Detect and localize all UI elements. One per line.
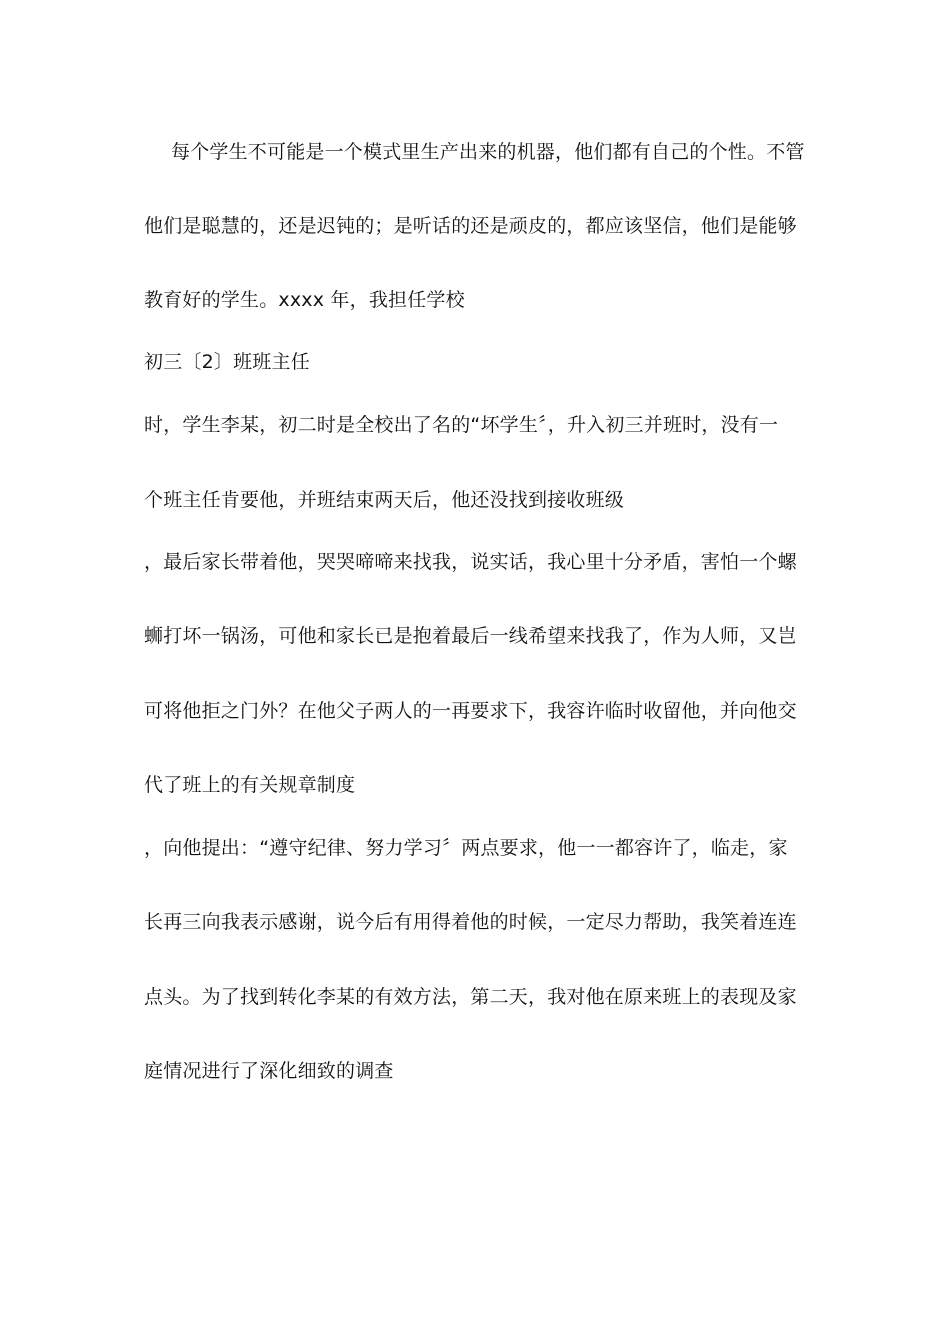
paragraph-line-9: 可将他拒之门外？在他父子两人的一再要求下，我容许临时收留他，并向他交 xyxy=(144,700,797,722)
paragraph-line-14: 庭情况进行了深化细致的调查 xyxy=(144,1060,394,1082)
paragraph-line-4: 初三〔2〕班班主任 xyxy=(144,351,310,373)
paragraph-line-13: 点头。为了找到转化李某的有效方法，第二天，我对他在原来班上的表现及家 xyxy=(144,986,797,1008)
paragraph-line-11: ，向他提出：“遵守纪律、努力学习〞两点要求，他一一都容许了，临走，家 xyxy=(144,837,788,859)
paragraph-line-7: ，最后家长带着他，哭哭啼啼来找我，说实话，我心里十分矛盾，害怕一个螺 xyxy=(144,551,797,573)
paragraph-line-1: 每个学生不可能是一个模式里生产出来的机器，他们都有自己的个性。不管 xyxy=(171,141,805,163)
paragraph-line-2: 他们是聪慧的，还是迟钝的；是听话的还是顽皮的，都应该坚信，他们是能够 xyxy=(144,215,797,237)
paragraph-line-5: 时，学生李某，初二时是全校出了名的“坏学生〞，升入初三并班时，没有一 xyxy=(144,414,779,436)
paragraph-line-12: 长再三向我表示感谢，说今后有用得着他的时候，一定尽力帮助，我笑着连连 xyxy=(144,911,797,933)
paragraph-line-10: 代了班上的有关规章制度 xyxy=(144,774,356,796)
paragraph-line-8: 蛳打坏一锅汤，可他和家长已是抱着最后一线希望来找我了，作为人师，又岂 xyxy=(144,625,797,647)
paragraph-line-3: 教育好的学生。xxxx 年，我担任学校 xyxy=(144,289,465,311)
paragraph-line-6: 个班主任肯要他，并班结束两天后，他还没找到接收班级 xyxy=(144,489,625,511)
